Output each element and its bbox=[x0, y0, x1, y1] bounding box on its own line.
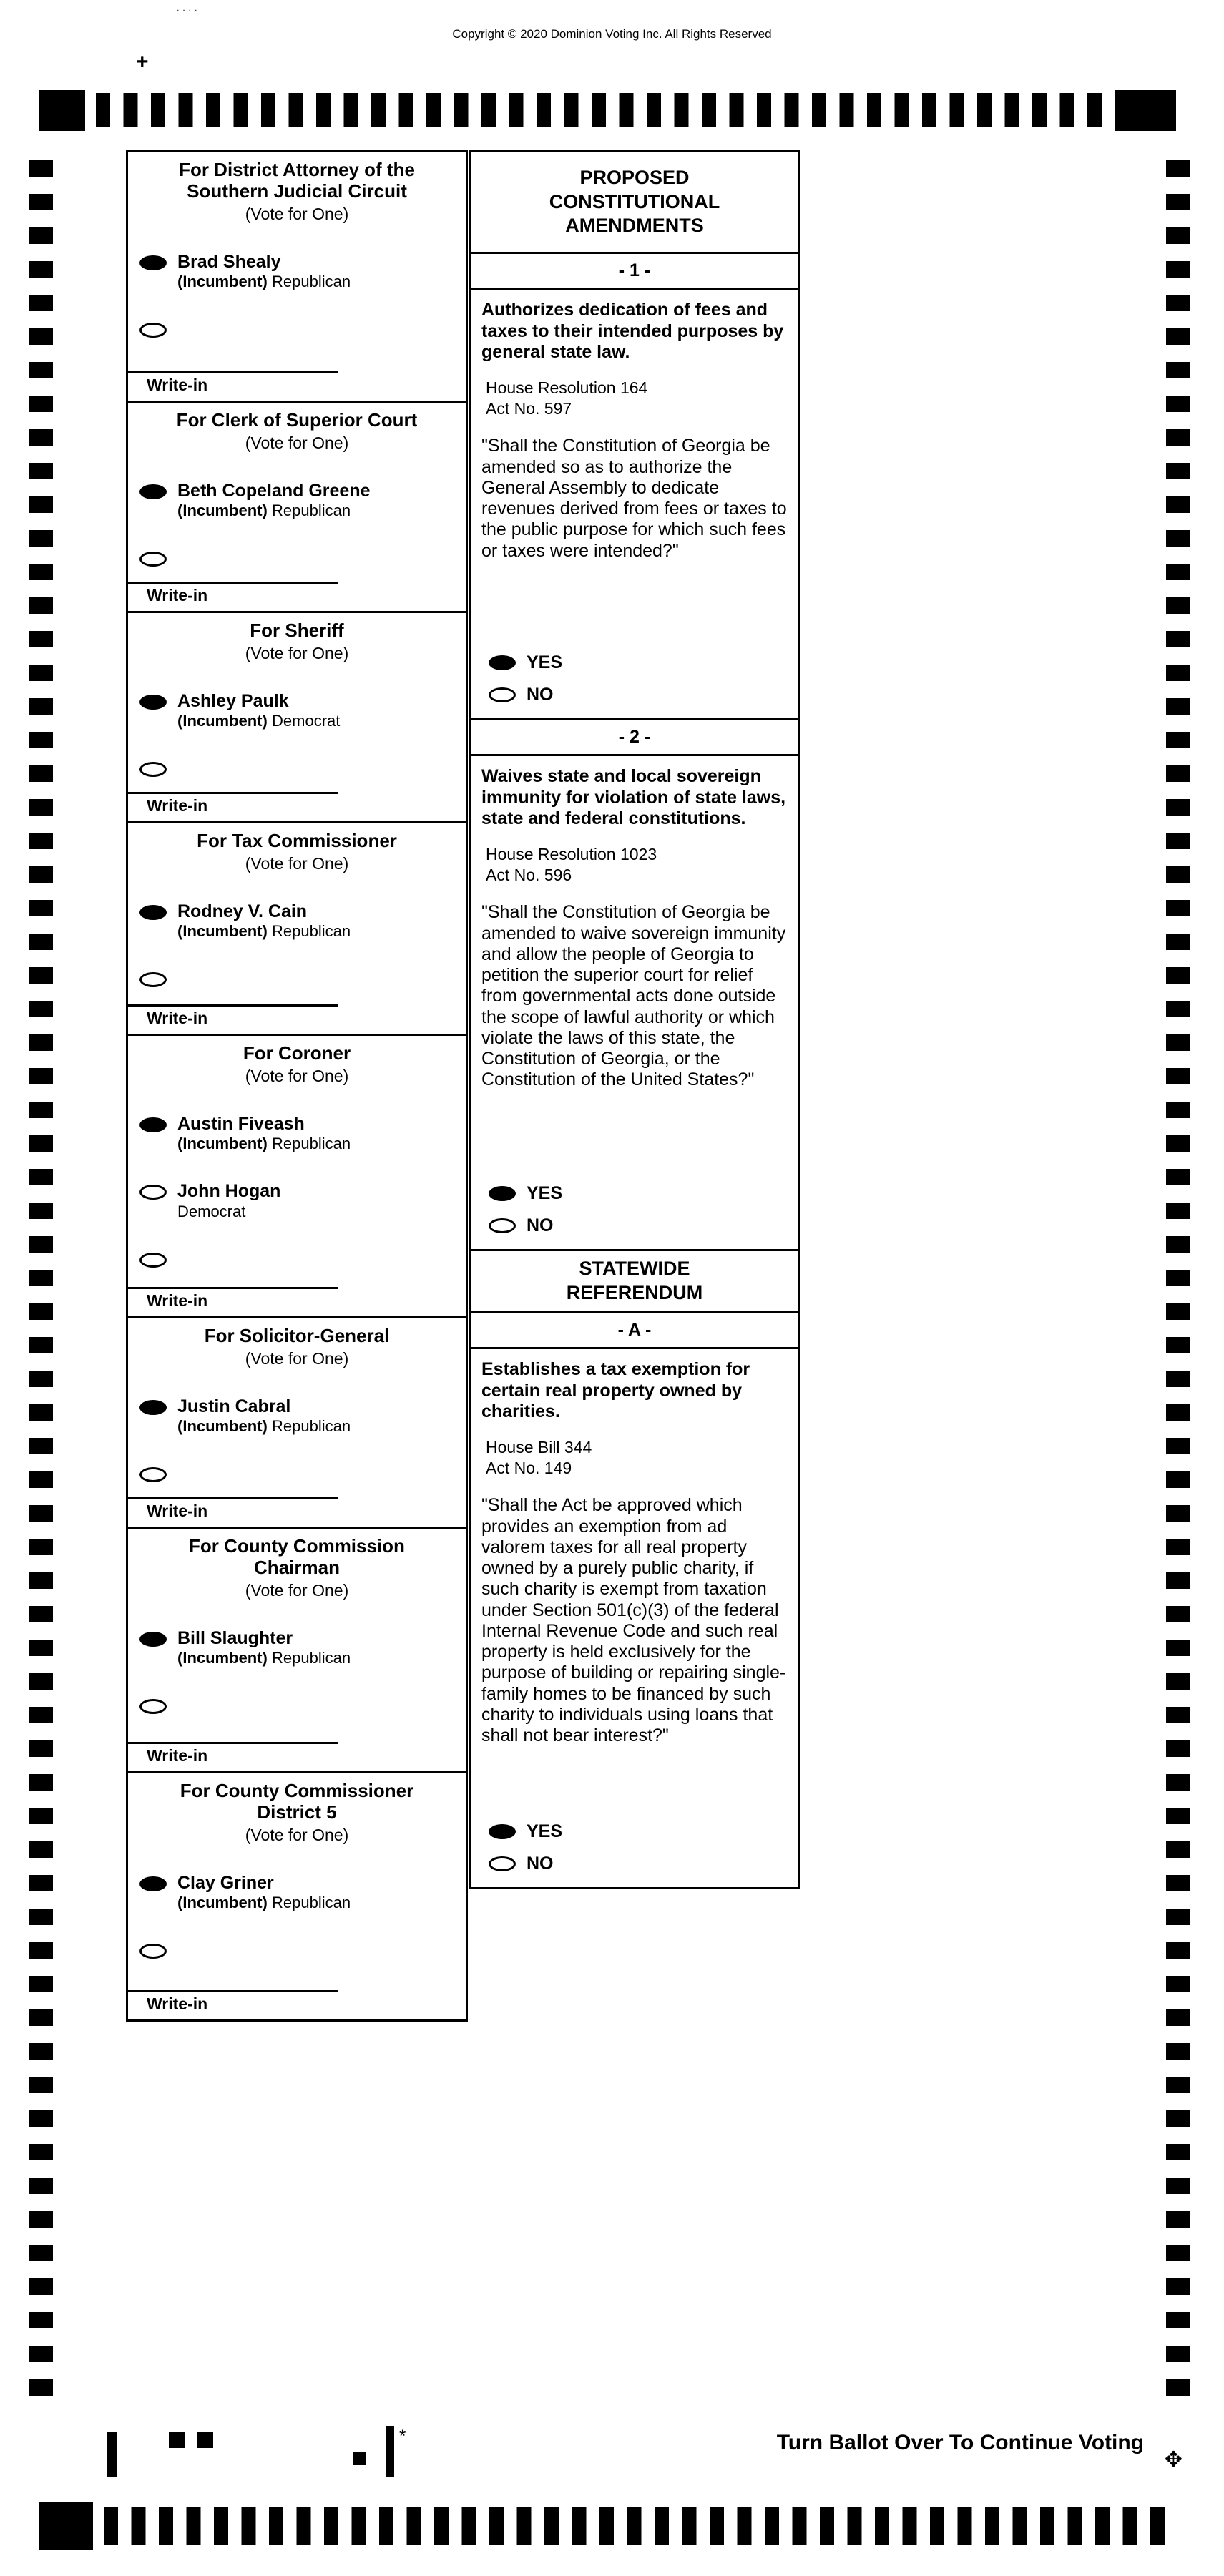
write-in-label: Write-in bbox=[147, 376, 208, 394]
measure-reference bbox=[471, 1423, 798, 1480]
registration-mark bbox=[197, 2432, 213, 2448]
measure-number: - A - bbox=[617, 1320, 652, 1340]
write-in-section bbox=[128, 360, 466, 401]
contest-solicitor-general bbox=[126, 1316, 468, 1529]
candidate-text bbox=[177, 1874, 351, 1913]
party-label: Republican bbox=[272, 922, 351, 941]
candidate-party bbox=[177, 501, 371, 520]
measures-column bbox=[469, 150, 800, 1889]
incumbent-label: (Incumbent) bbox=[177, 1894, 268, 1912]
candidate-oval[interactable] bbox=[139, 1876, 167, 1891]
turn-ballot-over-text: Turn Ballot Over To Continue Voting bbox=[776, 2431, 1144, 2454]
write-in-label: Write-in bbox=[147, 1994, 208, 2013]
write-in-section bbox=[128, 780, 466, 821]
write-in-label: Write-in bbox=[147, 796, 208, 816]
candidate-name: Austin Fiveash bbox=[177, 1113, 305, 1134]
contest-title: For Tax Commissioner bbox=[197, 830, 397, 851]
write-in-label: Write-in bbox=[147, 1009, 208, 1027]
contest-county-commissioner-district-5 bbox=[126, 1771, 468, 2022]
candidate-row bbox=[128, 902, 466, 941]
contest-title: For Sheriff bbox=[250, 619, 344, 641]
measure-summary: Waives state and local sovereign immunity for violation of state laws, state and federal constitutions. bbox=[481, 766, 786, 828]
contest-instruction: (Vote for One) bbox=[245, 1580, 349, 1600]
contest-tax-commissioner bbox=[126, 821, 468, 1036]
measure-amendment-1 bbox=[469, 252, 800, 720]
write-in-oval-row bbox=[128, 549, 466, 570]
party-label: Republican bbox=[272, 1649, 351, 1667]
registration-mark bbox=[386, 2426, 394, 2477]
party-label: Democrat bbox=[272, 712, 341, 730]
write-in-oval-row bbox=[128, 969, 466, 991]
candidate-party bbox=[177, 1203, 280, 1221]
candidate-text bbox=[177, 481, 371, 521]
write-in-oval-row bbox=[128, 759, 466, 780]
yes-label: YES bbox=[527, 1821, 563, 1841]
contest-sheriff bbox=[126, 611, 468, 823]
candidate-row bbox=[128, 692, 466, 731]
candidate-oval[interactable] bbox=[139, 255, 167, 270]
measure-summary: Authorizes dedication of fees and taxes to their intended purposes by general state law. bbox=[481, 300, 784, 362]
section-header-constitutional-amendments bbox=[469, 150, 800, 254]
measure-choices bbox=[471, 1172, 798, 1239]
contest-instruction: (Vote for One) bbox=[245, 1348, 349, 1368]
registration-mark bbox=[107, 2432, 117, 2477]
registration-mark bbox=[353, 2452, 366, 2465]
choice-row-yes bbox=[489, 652, 798, 673]
choice-row-yes bbox=[489, 1183, 798, 1204]
candidate-name: Beth Copeland Greene bbox=[177, 480, 371, 501]
no-oval[interactable] bbox=[489, 1218, 516, 1233]
incumbent-label: (Incumbent) bbox=[177, 273, 268, 291]
write-in-oval-row bbox=[128, 1464, 466, 1486]
timing-marks-right bbox=[1166, 160, 1190, 2406]
yes-label: YES bbox=[527, 1183, 563, 1203]
write-in-oval-row bbox=[128, 320, 466, 341]
contest-title: For County Commissioner District 5 bbox=[180, 1780, 414, 1823]
measure-question: "Shall the Constitution of Georgia be amended to waive sovereign immunity and allow the people of Georgia to petition the superior court for relief from governmental acts done outside the scope of lawful authority or which violate the laws of this state, the Constitution of Georgia, or the Constitution of the United States?" bbox=[481, 902, 786, 1090]
choice-row-no bbox=[489, 685, 798, 705]
write-in-oval[interactable] bbox=[139, 1467, 167, 1482]
section-header-statewide-referendum bbox=[469, 1249, 800, 1313]
measure-referendum-a bbox=[469, 1311, 800, 1889]
write-in-label: Write-in bbox=[147, 1291, 208, 1310]
write-in-label: Write-in bbox=[147, 586, 208, 605]
contest-instruction: (Vote for One) bbox=[245, 1066, 349, 1085]
write-in-oval-row bbox=[128, 1250, 466, 1271]
measure-reference bbox=[471, 830, 798, 887]
candidate-party bbox=[177, 1894, 351, 1912]
incumbent-label: (Incumbent) bbox=[177, 712, 268, 730]
yes-oval[interactable] bbox=[489, 655, 516, 670]
candidate-row bbox=[128, 1874, 466, 1913]
write-in-section bbox=[128, 1979, 466, 2019]
candidate-text bbox=[177, 1115, 351, 1154]
candidate-row bbox=[128, 1115, 466, 1154]
measure-summary: Establishes a tax exemption for certain real property owned by charities. bbox=[481, 1359, 750, 1421]
contest-instruction: (Vote for One) bbox=[245, 643, 349, 662]
no-label: NO bbox=[527, 1853, 554, 1874]
write-in-section bbox=[128, 570, 466, 611]
timing-marks-top bbox=[96, 93, 1110, 127]
candidate-party bbox=[177, 712, 340, 730]
no-oval[interactable] bbox=[489, 1856, 516, 1871]
choice-row-no bbox=[489, 1853, 798, 1874]
asterisk-mark: * bbox=[399, 2426, 406, 2446]
choice-row-yes bbox=[489, 1821, 798, 1842]
contest-district-attorney bbox=[126, 150, 468, 403]
timing-block-bottom-left bbox=[39, 2502, 93, 2550]
candidate-name: Ashley Paulk bbox=[177, 690, 289, 711]
measure-amendment-2 bbox=[469, 718, 800, 1251]
candidate-row bbox=[128, 481, 466, 521]
yes-oval[interactable] bbox=[489, 1186, 516, 1201]
candidate-oval[interactable] bbox=[139, 484, 167, 499]
candidate-party bbox=[177, 922, 351, 941]
measure-reference bbox=[471, 363, 798, 421]
candidate-oval[interactable] bbox=[139, 1185, 167, 1200]
candidate-row bbox=[128, 1629, 466, 1668]
write-in-oval[interactable] bbox=[139, 323, 167, 338]
candidate-party bbox=[177, 1649, 351, 1667]
contest-instruction: (Vote for One) bbox=[245, 1825, 349, 1844]
measure-choices bbox=[471, 641, 798, 708]
measure-number: - 1 - bbox=[618, 260, 651, 280]
incumbent-label: (Incumbent) bbox=[177, 1649, 268, 1667]
candidate-row bbox=[128, 1397, 466, 1436]
write-in-oval-row bbox=[128, 1696, 466, 1718]
candidate-name: Bill Slaughter bbox=[177, 1627, 293, 1648]
measure-reference-line2: Act No. 597 bbox=[486, 399, 572, 418]
candidate-name: Justin Cabral bbox=[177, 1396, 291, 1416]
incumbent-label: (Incumbent) bbox=[177, 501, 268, 520]
candidate-text bbox=[177, 253, 351, 292]
write-in-oval[interactable] bbox=[139, 1253, 167, 1268]
no-label: NO bbox=[527, 685, 554, 705]
contest-coroner bbox=[126, 1034, 468, 1318]
timing-block-top-right bbox=[1115, 90, 1176, 131]
measure-choices bbox=[471, 1810, 798, 1877]
measure-reference-line1: House Bill 344 bbox=[486, 1437, 592, 1456]
party-label: Republican bbox=[272, 1894, 351, 1912]
write-in-section bbox=[128, 993, 466, 1034]
candidate-text bbox=[177, 692, 340, 731]
contest-title: For County Commission Chairman bbox=[189, 1535, 405, 1578]
candidate-oval[interactable] bbox=[139, 1117, 167, 1132]
write-in-label: Write-in bbox=[147, 1502, 208, 1521]
candidate-party bbox=[177, 1135, 351, 1153]
party-label: Democrat bbox=[177, 1202, 246, 1220]
candidate-row bbox=[128, 253, 466, 292]
contest-instruction: (Vote for One) bbox=[245, 204, 349, 223]
contest-title: For Coroner bbox=[243, 1042, 351, 1064]
candidate-text bbox=[177, 1629, 351, 1668]
no-oval[interactable] bbox=[489, 687, 516, 702]
candidate-name: Rodney V. Cain bbox=[177, 901, 308, 921]
candidate-party bbox=[177, 273, 351, 291]
measure-reference-line1: House Resolution 1023 bbox=[486, 844, 657, 863]
measure-reference-line2: Act No. 149 bbox=[486, 1459, 572, 1478]
contest-title: For Clerk of Superior Court bbox=[176, 409, 418, 431]
scan-artifact-dots: ···· bbox=[176, 4, 200, 16]
candidate-oval[interactable] bbox=[139, 1632, 167, 1647]
candidate-name: Clay Griner bbox=[177, 1872, 274, 1893]
contest-instruction: (Vote for One) bbox=[245, 853, 349, 873]
registration-mark bbox=[169, 2432, 185, 2448]
candidate-text bbox=[177, 902, 351, 941]
contest-instruction: (Vote for One) bbox=[245, 433, 349, 452]
contest-title: For District Attorney of the Southern Judicial Circuit bbox=[179, 159, 415, 202]
candidate-oval[interactable] bbox=[139, 905, 167, 920]
write-in-oval[interactable] bbox=[139, 1699, 167, 1714]
write-in-oval[interactable] bbox=[139, 972, 167, 987]
write-in-section bbox=[128, 1275, 466, 1316]
timing-marks-left bbox=[29, 160, 53, 2406]
party-label: Republican bbox=[272, 1135, 351, 1153]
write-in-oval-row bbox=[128, 1941, 466, 1962]
candidate-party bbox=[177, 1417, 351, 1436]
measure-number: - 2 - bbox=[618, 727, 651, 747]
timing-marks-bottom bbox=[104, 2507, 1177, 2545]
measure-question: "Shall the Constitution of Georgia be amended so as to authorize the General Assembly to dedicate revenues derived from fees or taxes to the public purpose for which such fees or taxes were intended?" bbox=[481, 436, 787, 561]
party-label: Republican bbox=[272, 501, 351, 520]
candidate-name: Brad Shealy bbox=[177, 251, 281, 272]
choice-row-no bbox=[489, 1215, 798, 1236]
write-in-oval[interactable] bbox=[139, 762, 167, 777]
candidate-name: John Hogan bbox=[177, 1181, 281, 1202]
party-label: Republican bbox=[272, 273, 351, 291]
timing-block-top-left bbox=[39, 90, 85, 131]
write-in-label: Write-in bbox=[147, 1746, 208, 1765]
alignment-plus-mark: + bbox=[136, 50, 149, 74]
write-in-oval[interactable] bbox=[139, 1944, 167, 1959]
candidate-text bbox=[177, 1182, 280, 1221]
measure-reference-line2: Act No. 596 bbox=[486, 866, 572, 885]
section-header-text: STATEWIDE REFERENDUM bbox=[566, 1258, 703, 1303]
yes-oval[interactable] bbox=[489, 1824, 516, 1839]
section-header-text: PROPOSED CONSTITUTIONAL AMENDMENTS bbox=[549, 166, 720, 237]
measure-question: "Shall the Act be approved which provides an exemption from ad valorem taxes for all real property owned by a purely public charity, if such charity is exempt from taxation under Section 501(c)(3) of the federal Internal Revenue Code and such real property is held exclusively for the purpose of building or repairing single-family homes to be financed by such charity to individuals using loans that shall not bear interest?" bbox=[481, 1495, 786, 1746]
candidate-row bbox=[128, 1182, 466, 1221]
incumbent-label: (Incumbent) bbox=[177, 1135, 268, 1153]
candidate-text bbox=[177, 1397, 351, 1436]
write-in-section bbox=[128, 1730, 466, 1771]
contest-county-commission-chairman bbox=[126, 1527, 468, 1773]
candidate-oval[interactable] bbox=[139, 1400, 167, 1415]
registration-cross-icon: ✥ bbox=[1164, 2448, 1183, 2472]
write-in-oval[interactable] bbox=[139, 552, 167, 567]
incumbent-label: (Incumbent) bbox=[177, 1417, 268, 1436]
contest-title: For Solicitor-General bbox=[204, 1325, 390, 1346]
contest-clerk-superior-court bbox=[126, 401, 468, 613]
party-label: Republican bbox=[272, 1417, 351, 1436]
write-in-section bbox=[128, 1486, 466, 1527]
copyright-text: Copyright © 2020 Dominion Voting Inc. All Rights Reserved bbox=[452, 27, 772, 41]
incumbent-label: (Incumbent) bbox=[177, 922, 268, 941]
yes-label: YES bbox=[527, 652, 563, 672]
candidate-oval[interactable] bbox=[139, 695, 167, 710]
contest-column bbox=[126, 150, 468, 2022]
measure-reference-line1: House Resolution 164 bbox=[486, 378, 648, 397]
no-label: NO bbox=[527, 1215, 554, 1235]
